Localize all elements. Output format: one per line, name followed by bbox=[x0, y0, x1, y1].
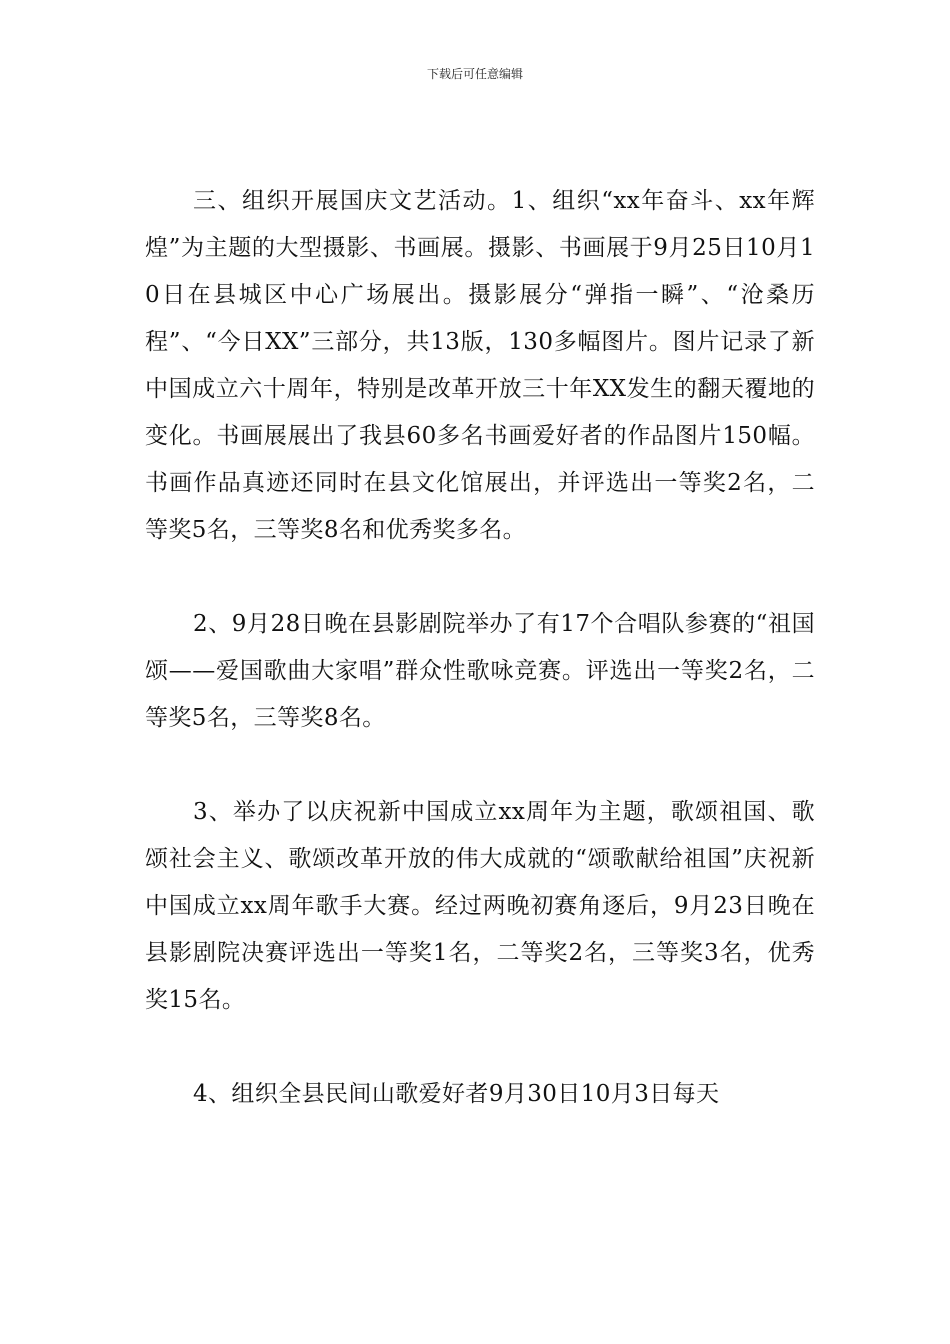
header-note: 下载后可任意编辑 bbox=[426, 67, 523, 81]
paragraph-item-three: 3、举办了以庆祝新中国成立xx周年为主题，歌颂祖国、歌颂社会主义、歌颂改革开放的伟大成就的“颂歌献给祖国”庆祝新中国成立xx周年歌手大赛。经过两晚初赛角逐后，9月23日晚在县影剧院决赛评选出一等奖1名，二等奖2名，三等奖3名，优秀奖15名。 bbox=[145, 799, 815, 1013]
paragraph-section-three: 三、组织开展国庆文艺活动。1、组织“xx年奋斗、xx年辉煌”为主题的大型摄影、书画展。摄影、书画展于9月25日10月10日在县城区中心广场展出。摄影展分“弹指一瞬”、“沧桑历程”、“今日XX”三部分，共13版，130多幅图片。图片记录了新中国成立六十周年，特别是改革开放三十年XX发生的翻天覆地的变化。书画展展出了我县60多名书画爱好者的作品图片150幅。书画作品真迹还同时在县文化馆展出，并评选出一等奖2名，二等奖5名，三等奖8名和优秀奖多名。 bbox=[145, 188, 815, 543]
document-body bbox=[145, 178, 815, 1118]
paragraph-item-two: 2、9月28日晚在县影剧院举办了有17个合唱队参赛的“祖国颂——爱国歌曲大家唱”群众性歌咏竞赛。评选出一等奖2名，二等奖5名，三等奖8名。 bbox=[145, 611, 815, 731]
paragraph-item-four: 4、组织全县民间山歌爱好者9月30日10月3日每天 bbox=[193, 1081, 720, 1107]
